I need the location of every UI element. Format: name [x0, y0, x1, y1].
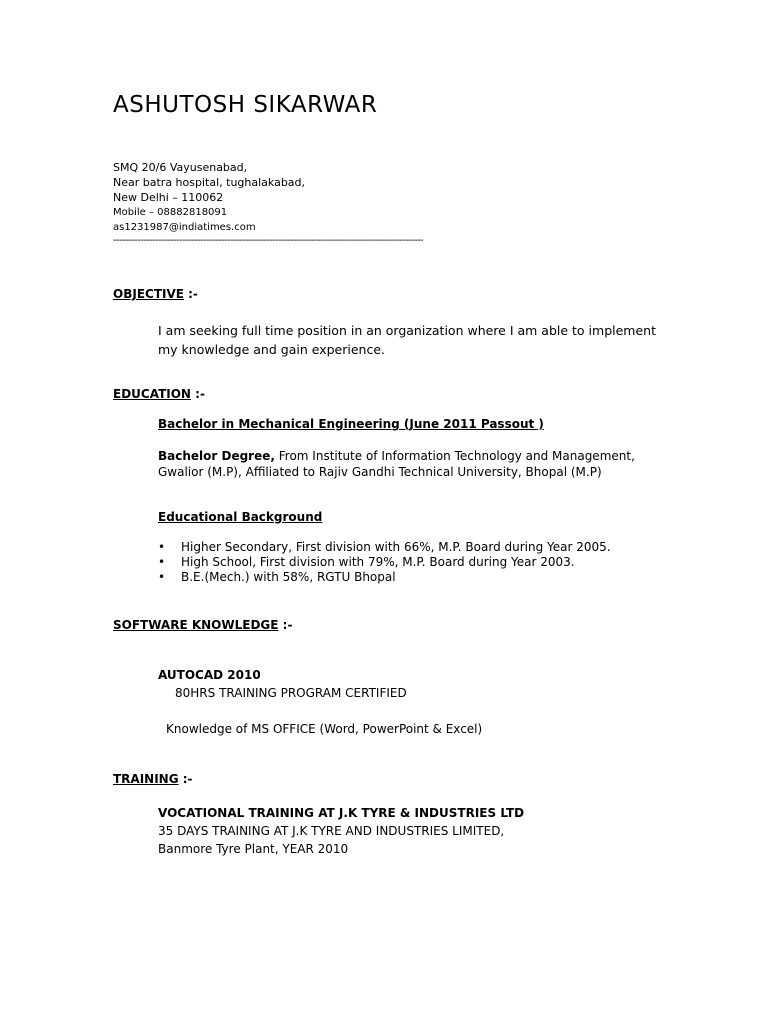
list-item-text: B.E.(Mech.) with 58%, RGTU Bhopal [181, 570, 396, 584]
software-heading-label: SOFTWARE KNOWLEDGE [113, 618, 279, 632]
training-line-1: 35 DAYS TRAINING AT J.K TYRE AND INDUSTRIES LIMITED, [158, 824, 505, 838]
list-item [158, 555, 611, 570]
list-item [158, 570, 611, 585]
address-line-1: SMQ 20/6 Vayusenabad, [113, 161, 248, 174]
objective-text: I am seeking full time position in an organization where I am able to implement my knowledge and gain experience. [158, 323, 656, 357]
header-separator: ------------------------------------------------------------------------------------------------------- [113, 235, 423, 246]
educational-background-title: Educational Background [158, 510, 323, 524]
degree-description [158, 448, 648, 480]
training-line-2: Banmore Tyre Plant, YEAR 2010 [158, 842, 349, 856]
degree-label: Bachelor Degree, [158, 449, 275, 463]
autocad-detail: 80HRS TRAINING PROGRAM CERTIFIED [175, 686, 407, 700]
training-heading-suffix: :- [178, 772, 193, 786]
training-title: VOCATIONAL TRAINING AT J.K TYRE & INDUSTRIES LTD [158, 806, 525, 820]
msoffice-knowledge: Knowledge of MS OFFICE (Word, PowerPoint & Excel) [166, 722, 483, 736]
bullet-icon: • [158, 570, 166, 584]
training-heading [113, 772, 193, 786]
objective-heading-label: OBJECTIVE [113, 287, 184, 301]
degree-title: Bachelor in Mechanical Engineering (June 2011 Passout ) [158, 417, 544, 431]
email-address: as1231987@indiatimes.com [113, 222, 256, 233]
objective-heading [113, 287, 198, 301]
list-item-text: High School, First division with 79%, M.P. Board during Year 2003. [181, 555, 575, 569]
address-line-3: New Delhi – 110062 [113, 191, 224, 204]
education-heading [113, 387, 205, 401]
candidate-name: ASHUTOSH SIKARWAR [113, 92, 378, 118]
degree-text: From Institute of Information Technology and Management, Gwalior (M.P), Affiliated to Rajiv Gandhi Technical University, Bhopal (M.P) [158, 449, 635, 479]
address-line-2: Near batra hospital, tughalakabad, [113, 176, 306, 189]
mobile-number: Mobile – 08882818091 [113, 207, 228, 218]
list-item-text: Higher Secondary, First division with 66%, M.P. Board during Year 2005. [181, 540, 611, 554]
educational-background-list [158, 540, 611, 585]
bullet-icon: • [158, 555, 166, 569]
software-heading [113, 618, 292, 632]
training-heading-label: TRAINING [113, 772, 179, 786]
education-heading-suffix: :- [190, 387, 205, 401]
education-heading-label: EDUCATION [113, 387, 191, 401]
list-item [158, 540, 611, 555]
bullet-icon: • [158, 540, 166, 554]
autocad-title: AUTOCAD 2010 [158, 668, 261, 682]
software-heading-suffix: :- [278, 618, 293, 632]
objective-heading-suffix: :- [183, 287, 198, 301]
